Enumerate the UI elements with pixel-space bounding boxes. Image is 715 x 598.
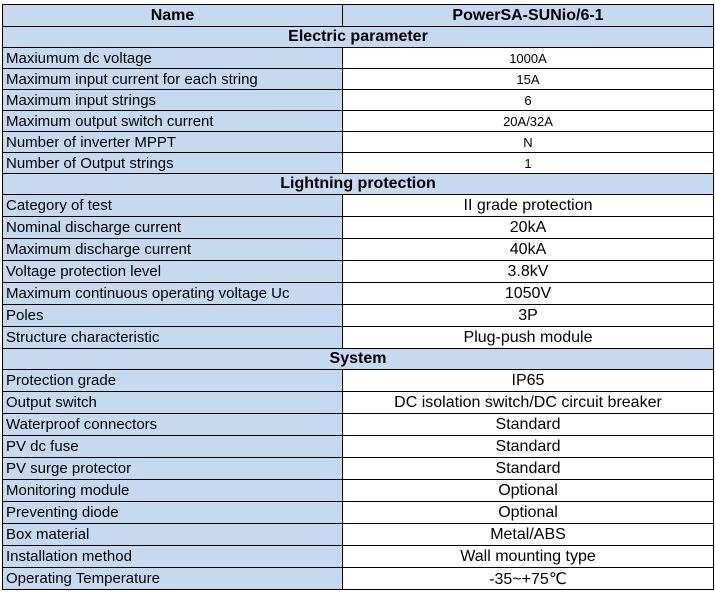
row-value: 6 xyxy=(343,90,714,111)
section-row xyxy=(3,349,714,370)
row-label: Maxiumum dc voltage xyxy=(3,48,343,69)
model-header: PowerSA-SUNio/6-1 xyxy=(343,5,714,27)
row-value: N xyxy=(343,132,714,153)
table-row xyxy=(3,458,714,480)
row-value: 3.8kV xyxy=(343,261,714,283)
row-value: 15A xyxy=(343,69,714,90)
row-value: Metal/ABS xyxy=(343,524,714,546)
row-label: Waterproof connectors xyxy=(3,414,343,436)
table-row xyxy=(3,414,714,436)
table-row xyxy=(3,370,714,392)
name-header: Name xyxy=(3,5,343,27)
row-label: Preventing diode xyxy=(3,502,343,524)
row-value: 20A/32A xyxy=(343,111,714,132)
row-label: Maximum discharge current xyxy=(3,239,343,261)
row-value: 1050V xyxy=(343,283,714,305)
row-label: Protection grade xyxy=(3,370,343,392)
table-row xyxy=(3,283,714,305)
section-title-system: System xyxy=(3,349,714,370)
row-label: Maximum output switch current xyxy=(3,111,343,132)
row-label: Output switch xyxy=(3,392,343,414)
section-title-lightning: Lightning protection xyxy=(3,174,714,195)
table-row xyxy=(3,546,714,568)
table-row xyxy=(3,153,714,174)
row-value: Standard xyxy=(343,414,714,436)
row-label: Monitoring module xyxy=(3,480,343,502)
row-label: Number of inverter MPPT xyxy=(3,132,343,153)
table-row xyxy=(3,217,714,239)
section-row xyxy=(3,27,714,48)
header-row xyxy=(3,5,714,27)
row-value: IP65 xyxy=(343,370,714,392)
row-label: Nominal discharge current xyxy=(3,217,343,239)
row-value: DC isolation switch/DC circuit breaker xyxy=(343,392,714,414)
row-value: Plug-push module xyxy=(343,327,714,349)
row-value: Standard xyxy=(343,436,714,458)
table-row xyxy=(3,436,714,458)
table-row xyxy=(3,392,714,414)
table-row xyxy=(3,261,714,283)
row-value: Optional xyxy=(343,480,714,502)
row-label: Operating Temperature xyxy=(3,568,343,590)
row-label: Box material xyxy=(3,524,343,546)
row-value: 3P xyxy=(343,305,714,327)
row-label: Voltage protection level xyxy=(3,261,343,283)
table-row xyxy=(3,111,714,132)
row-value: 40kA xyxy=(343,239,714,261)
table-row xyxy=(3,524,714,546)
row-value: 1000A xyxy=(343,48,714,69)
row-label: Number of Output strings xyxy=(3,153,343,174)
row-label: Maximum input strings xyxy=(3,90,343,111)
row-label: Maximum input current for each string xyxy=(3,69,343,90)
table-row xyxy=(3,90,714,111)
section-row xyxy=(3,174,714,195)
row-value: Standard xyxy=(343,458,714,480)
table-row xyxy=(3,480,714,502)
table-row xyxy=(3,327,714,349)
row-value: 20kA xyxy=(343,217,714,239)
row-label: Maximum continuous operating voltage Uc xyxy=(3,283,343,305)
table-row xyxy=(3,69,714,90)
table-row xyxy=(3,132,714,153)
row-label: Category of test xyxy=(3,195,343,217)
row-label: Structure characteristic xyxy=(3,327,343,349)
section-title-electric: Electric parameter xyxy=(3,27,714,48)
spec-table xyxy=(2,4,714,590)
row-value: II grade protection xyxy=(343,195,714,217)
table-row xyxy=(3,502,714,524)
row-value: 1 xyxy=(343,153,714,174)
table-row xyxy=(3,305,714,327)
table-row xyxy=(3,568,714,590)
row-label: PV dc fuse xyxy=(3,436,343,458)
row-label: Poles xyxy=(3,305,343,327)
row-value: Wall mounting type xyxy=(343,546,714,568)
row-label: Installation method xyxy=(3,546,343,568)
table-row xyxy=(3,239,714,261)
row-label: PV surge protector xyxy=(3,458,343,480)
table-row xyxy=(3,195,714,217)
row-value: Optional xyxy=(343,502,714,524)
row-value: -35~+75℃ xyxy=(343,568,714,590)
table-row xyxy=(3,48,714,69)
